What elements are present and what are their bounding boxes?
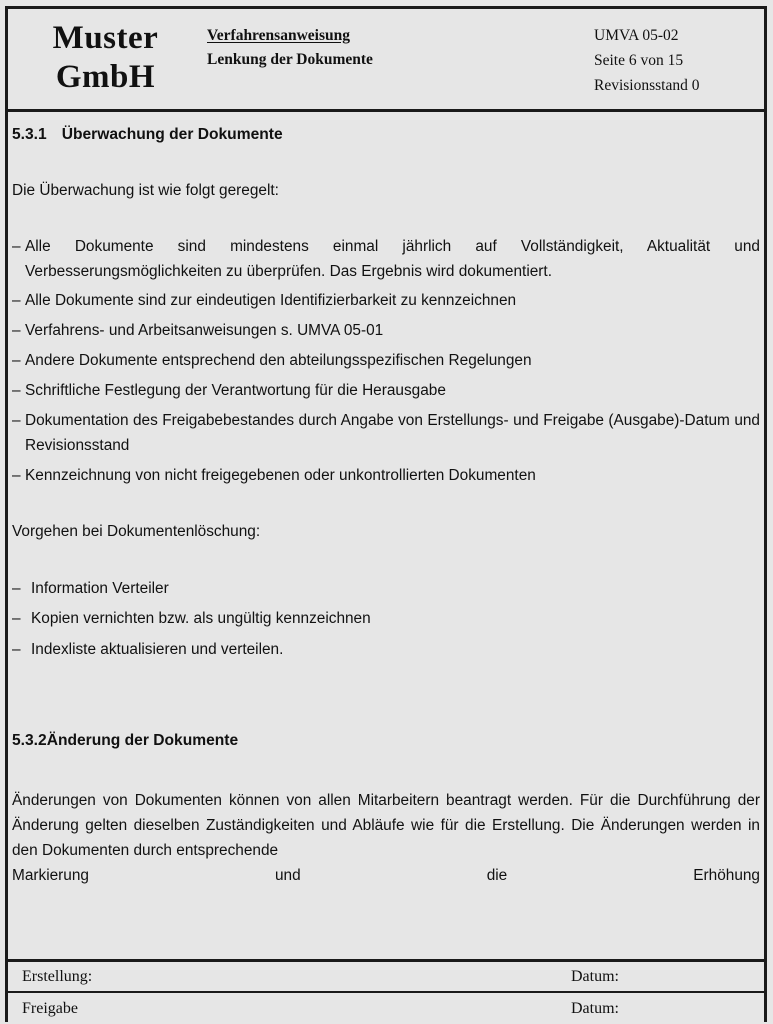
section-531-bullet-list — [12, 235, 760, 490]
footer-label-datum-freigabe: Datum: — [571, 999, 619, 1017]
section-title-531: Überwachung der Dokumente — [61, 126, 283, 143]
document-type: Verfahrensanweisung — [207, 27, 350, 44]
company-name-line2: GmbH — [55, 58, 156, 95]
list-item: – Information Verteiler — [12, 576, 760, 602]
document-header — [5, 6, 767, 112]
document-number: UMVA 05-02 — [594, 27, 679, 44]
footer-row-erstellung — [5, 962, 767, 993]
document-meta-cell — [589, 6, 767, 109]
company-name-line1: Muster — [52, 19, 159, 56]
list-item: – Alle Dokumente sind zur eindeutigen Identifizierbarkeit zu kennzeichnen — [12, 289, 760, 314]
footer-label-erstellung: Erstellung: — [22, 967, 93, 985]
company-logo-cell — [5, 6, 200, 109]
list-item: – Dokumentation des Freigabebestandes durch Angabe von Erstellungs- und Freigabe (Ausgabe)-Datum und Revisionsstand — [12, 409, 760, 459]
document-footer — [5, 959, 767, 1024]
document-subject: Lenkung der Dokumente — [207, 51, 373, 69]
section-531-intro: Die Überwachung ist wie folgt geregelt: — [12, 182, 279, 200]
list-item: – Schriftliche Festlegung der Verantwortung für die Herausgabe — [12, 379, 760, 404]
list-item: – Alle Dokumente sind mindestens einmal jährlich auf Vollständigkeit, Aktualität und Verbesserungsmöglichkeiten zu überprüfen. Das Ergebnis wird dokumentiert. — [12, 235, 760, 285]
footer-label-freigabe: Freigabe — [22, 999, 78, 1017]
list-item: – Indexliste aktualisieren und verteilen. — [12, 637, 760, 663]
revision-status: Revisionsstand 0 — [594, 77, 700, 95]
section-number-532: 5.3.2 — [12, 732, 47, 750]
footer-label-datum-erstellung: Datum: — [571, 967, 619, 985]
list-item: – Andere Dokumente entsprechend den abteilungsspezifischen Regelungen — [12, 349, 760, 374]
section-title-532: Änderung der Dokumente — [46, 732, 239, 750]
list-item: – Verfahrens- und Arbeitsanweisungen s. UMVA 05-01 — [12, 319, 760, 344]
document-title-cell — [200, 6, 589, 109]
footer-row-freigabe — [5, 993, 767, 1024]
list-item: – Kennzeichnung von nicht freigegebenen oder unkontrollierten Dokumenten — [12, 464, 760, 489]
page-number: Seite 6 von 15 — [594, 52, 684, 70]
section-heading-532 — [12, 732, 760, 749]
section-number-531: 5.3.1 — [12, 126, 47, 143]
section-532-paragraph: Änderungen von Dokumenten können von allen Mitarbeitern beantragt werden. Für die Durchführung der Änderung gelten dieselben Zuständigkeiten und Abläufe wie für die Erstellung. Die Änderungen werden in den Dokumenten durch entsprechende — [12, 792, 760, 860]
section-heading-531 — [12, 126, 760, 143]
section-531-sub-intro: Vorgehen bei Dokumentenlöschung: — [12, 523, 261, 541]
list-item: – Kopien vernichten bzw. als ungültig kennzeichnen — [12, 606, 760, 632]
document-body — [12, 126, 760, 889]
section-531-deletion-list — [12, 576, 760, 664]
section-532-paragraph-tail: Markierung und die Erhöhung — [12, 867, 760, 885]
company-name — [53, 19, 159, 97]
